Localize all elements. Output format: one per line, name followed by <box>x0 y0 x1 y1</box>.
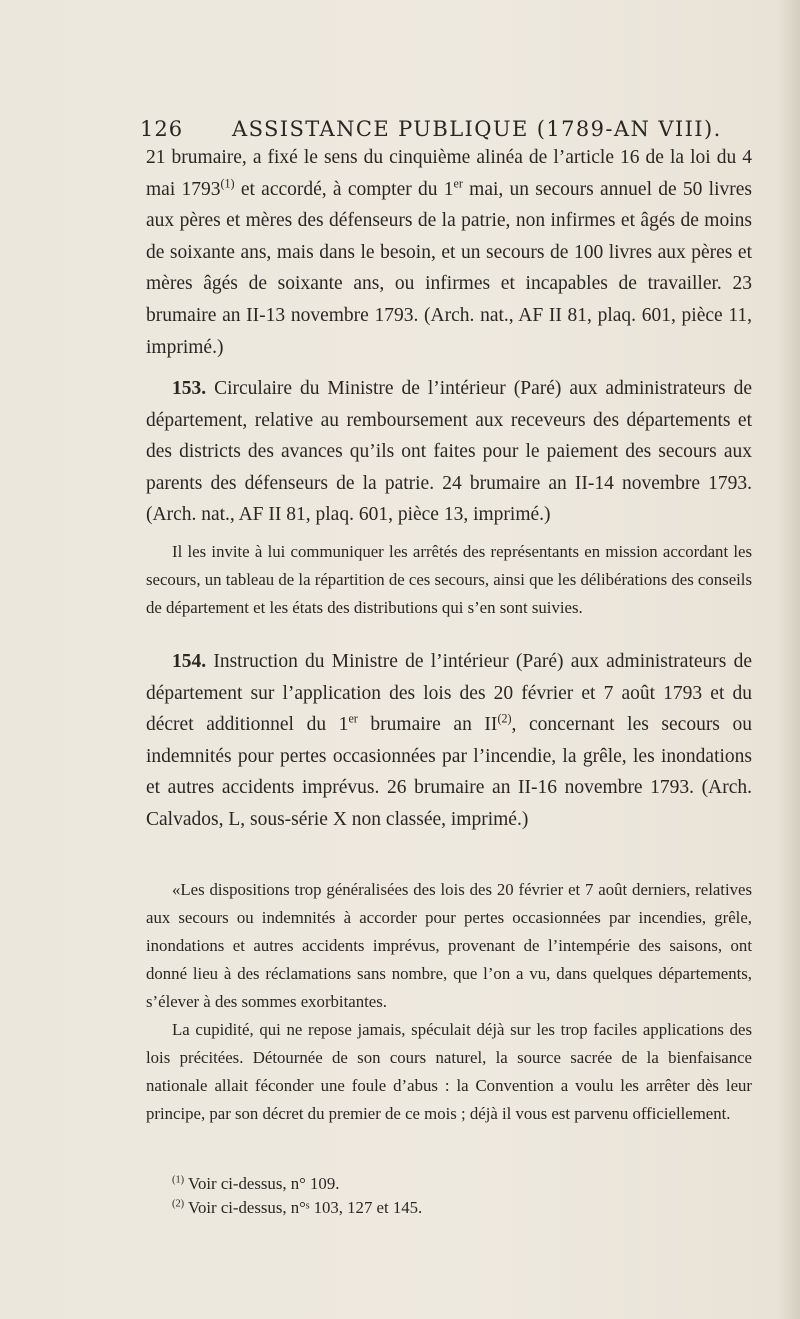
entry-153 <box>146 373 752 531</box>
main-text <box>146 142 752 363</box>
entry-154-quote <box>146 876 752 1128</box>
paragraph-continuation: 21 brumaire, a fixé le sens du cinquième alinéa de l’article 16 de la loi du 4 mai 1793$^{(1)}$ et accordé, à compter du 1er mai, un secours annuel de 50 livres aux pères et mères des défenseurs de la patrie, non infirmes et âgés de moins de soixante ans, mais dans le besoin, et un secours de 100 livres aux pères et mères âgés de soixante ans, ou infirmes et incapables de travailler. 23 brumaire an II-13 novembre 1793. (Arch. nat., AF II 81, plaq. 601, pièce 11, imprimé.) <box>146 147 752 358</box>
entry-number-154: 154. <box>172 651 207 672</box>
quote-paragraph-2: La cupidité, qui ne repose jamais, spéculait déjà sur les trop faciles applications des lois précitées. Détournée de son cours naturel, la source sacrée de la bienfaisance nationale allait féconder une foule d’abus : la Convention a voulu les arrêter dès leur principe, par son décret du premier de ce mois ; déjà il vous est parvenu officiellement. <box>146 1020 752 1123</box>
entry-153-summary: Il les invite à lui communiquer les arrêtés des représentants en mission accordant les secours, un tableau de la répartition de ces secours, ainsi que les délibérations des conseils de département et les états des distributions qui s’en sont suivies. <box>146 542 752 617</box>
entry-154-heading: 154. Instruction du Ministre de l’intérieur (Paré) aux administrateurs de département sur l’application des lois des 20 février et 7 août 1793 et du décret additionnel du 1er brumaire an II$^{(2)}$, concernant les secours ou indemnités pour pertes occasionnées par l’incendie, la grêle, les inondations et autres accidents imprévus. 26 brumaire an II-16 novembre 1793. (Arch. Calvados, L, sous-série X non classée, imprimé.) <box>146 651 753 830</box>
footnote-1: $^{(1)}$ Voir ci-dessus, n° 109. <box>172 1174 340 1193</box>
quote-paragraph-1: «Les dispositions trop généralisées des lois des 20 février et 7 août derniers, relatives aux secours ou indemnités à accorder pour pertes occasionnées par incendies, grêle, inondations et autres accidents imprévus, provenant de l’intempérie des saisons, ont donné lieu à des réclamations sans nombre, que l’on a vu, dans quelques départements, s’élever à des sommes exorbitantes. <box>146 880 752 1011</box>
footnote-2: $^{(2)}$ Voir ci-dessus, n°ˢ 103, 127 et 145. <box>172 1198 423 1217</box>
footnotes <box>172 1172 732 1220</box>
footnote-ref-2: (2) <box>497 711 512 726</box>
entry-153-heading: 153. Circulaire du Ministre de l’intérieur (Paré) aux administrateurs de département, relative au remboursement aux receveurs des départements et des districts des avances qu’ils ont faites pour le paiement des secours aux parents des défenseurs de la patrie. 24 brumaire an II-14 novembre 1793. (Arch. nat., AF II 81, plaq. 601, pièce 13, imprimé.) <box>146 378 752 526</box>
page-number: 126 <box>140 117 184 141</box>
entry-154 <box>146 646 752 836</box>
running-title: ASSISTANCE PUBLIQUE (1789-AN VIII). <box>232 117 722 141</box>
footnote-ref-1: (1) <box>220 176 235 191</box>
entry-number-153: 153. <box>172 378 207 399</box>
page-edge-shadow <box>778 0 800 1319</box>
